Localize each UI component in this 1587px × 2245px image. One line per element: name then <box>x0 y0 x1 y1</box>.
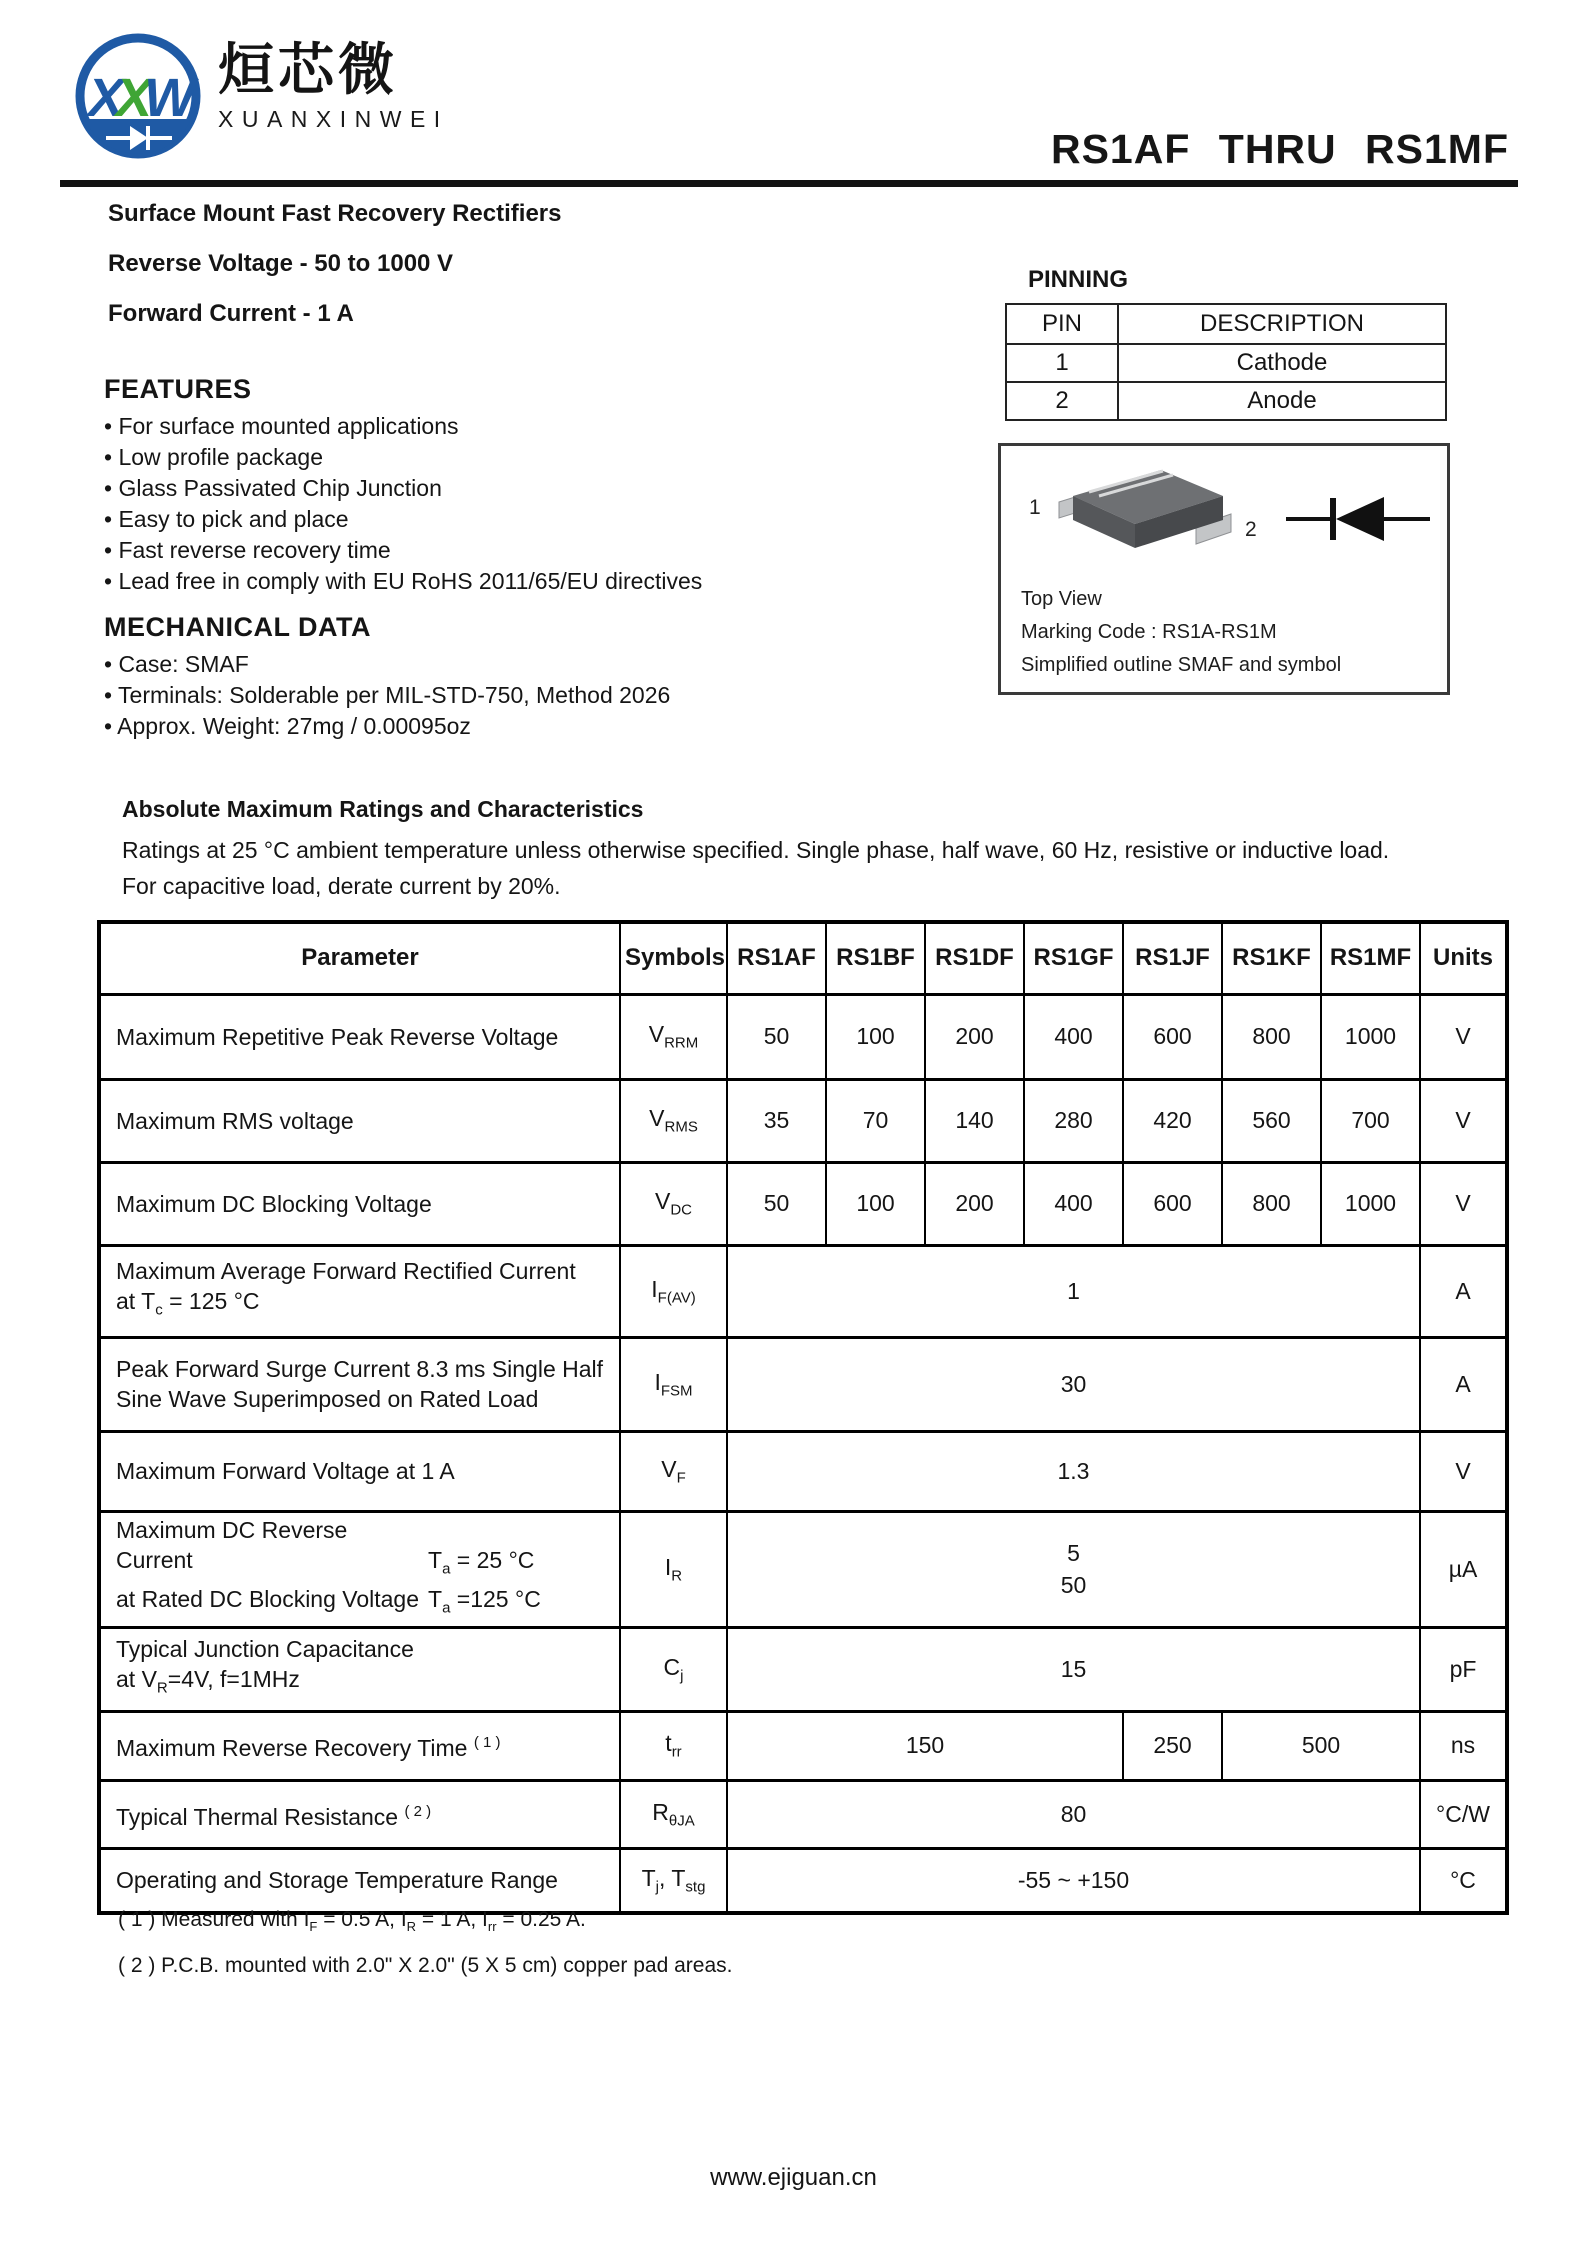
pin2-label: 2 <box>1245 518 1257 541</box>
footnotes <box>118 1908 733 1998</box>
unit-cell: ns <box>1420 1711 1507 1780</box>
value-cell: 150 <box>727 1711 1123 1780</box>
value-cell: 700 <box>1321 1079 1420 1162</box>
feature-item: • Lead free in comply with EU RoHS 2011/65/EU directives <box>104 568 703 594</box>
unit-cell: V <box>1420 1431 1507 1511</box>
value-cell: 560 <box>1222 1079 1321 1162</box>
ratings-conditions-line2: For capacitive load, derate current by 20%. <box>122 873 561 899</box>
mechanical-list <box>104 649 670 742</box>
table-row <box>1006 344 1446 382</box>
symbol-cell: $I_R$ <box>620 1511 727 1627</box>
col-header-device: RS1DF <box>925 922 1024 994</box>
symbol-cell: $R_{\theta JA}$ <box>620 1780 727 1848</box>
pin-number: 2 <box>1006 382 1118 420</box>
outline-caption: Simplified outline SMAF and symbol <box>1021 654 1342 676</box>
symbol-cell: $V_{RRM}$ <box>620 994 727 1079</box>
col-header-device: RS1MF <box>1321 922 1420 994</box>
table-row-trr <box>99 1711 1507 1780</box>
pin-description: Anode <box>1118 382 1446 420</box>
package-outline-box <box>998 443 1450 695</box>
value-cell: 140 <box>925 1079 1024 1162</box>
intro-block <box>108 200 561 350</box>
symbol-cell: $C_j$ <box>620 1627 727 1711</box>
col-header-device: RS1GF <box>1024 922 1123 994</box>
reverse-voltage-line: Reverse Voltage - 50 to 1000 V <box>108 250 454 277</box>
value-cell: 200 <box>925 994 1024 1079</box>
col-header-device: RS1AF <box>727 922 826 994</box>
value-cell: 80 <box>727 1780 1420 1848</box>
param-cell: Maximum Average Forward Rectified Current at $T_c = 125$ °C <box>99 1245 620 1337</box>
unit-cell: V <box>1420 1162 1507 1245</box>
marking-code-caption: Marking Code : RS1A-RS1M <box>1021 621 1277 643</box>
symbol-cell: $I_{F(AV)}$ <box>620 1245 727 1337</box>
value-cell: -55 ~ +150 <box>727 1848 1420 1913</box>
footnote-1: ( 1 ) Measured with $I_F = 0.5$ A, $I_R = 1$ A, $I_{rr} = 0.25$ A. <box>118 1908 586 1935</box>
mechanical-section <box>104 612 670 742</box>
symbol-cell: $T_j$, $T_{stg}$ <box>620 1848 727 1913</box>
diode-symbol-icon <box>1284 494 1434 544</box>
value-cell: 1000 <box>1321 1162 1420 1245</box>
symbol-cell: $V_F$ <box>620 1431 727 1511</box>
param-cell: Typical Junction Capacitance at $V_R=4V$, f=1MHz <box>99 1627 620 1711</box>
unit-cell: A <box>1420 1337 1507 1431</box>
mechanical-item: • Terminals: Solderable per MIL-STD-750, Method 2026 <box>104 682 671 708</box>
param-cell: Maximum RMS voltage <box>99 1079 620 1162</box>
mechanical-heading: MECHANICAL DATA <box>104 612 371 642</box>
unit-cell: µA <box>1420 1511 1507 1627</box>
unit-cell: V <box>1420 994 1507 1079</box>
value-cell: 400 <box>1024 994 1123 1079</box>
table-row-cj <box>99 1627 1507 1711</box>
unit-cell: °C <box>1420 1848 1507 1913</box>
mechanical-item: • Case: SMAF <box>104 651 249 677</box>
value-cell: 15 <box>727 1627 1420 1711</box>
value-cell: 280 <box>1024 1079 1123 1162</box>
pinning-table <box>1005 303 1447 421</box>
col-header-device: RS1JF <box>1123 922 1222 994</box>
unit-cell: A <box>1420 1245 1507 1337</box>
param-cell: Maximum DC Blocking Voltage <box>99 1162 620 1245</box>
value-cell: 1.3 <box>727 1431 1420 1511</box>
logo-text <box>218 28 449 133</box>
table-row-tj-tstg <box>99 1848 1507 1913</box>
pin-col-header: PIN <box>1006 304 1118 344</box>
value-cell: 500 <box>1222 1711 1420 1780</box>
value-cell: 50 <box>727 994 826 1079</box>
table-row-ifav <box>99 1245 1507 1337</box>
value-cell: 1000 <box>1321 994 1420 1079</box>
table-row-rthja <box>99 1780 1507 1848</box>
logo-romanized-name: XUANXINWEI <box>218 106 449 132</box>
table-row-ir <box>99 1511 1507 1627</box>
param-cell: Typical Thermal Resistance $^{( 2 )}$ <box>99 1780 620 1848</box>
features-heading: FEATURES <box>104 374 252 404</box>
value-cell: 30 <box>727 1337 1420 1431</box>
value-cell: 5 50 <box>727 1511 1420 1627</box>
value-cell: 50 <box>727 1162 826 1245</box>
symbol-cell: $t_{rr}$ <box>620 1711 727 1780</box>
value-cell: 400 <box>1024 1162 1123 1245</box>
pin1-label: 1 <box>1029 496 1041 519</box>
top-view-caption: Top View <box>1021 588 1102 610</box>
feature-item: • Fast reverse recovery time <box>104 537 391 563</box>
footer <box>0 2164 1587 2192</box>
value-cell: 200 <box>925 1162 1024 1245</box>
value-cell: 420 <box>1123 1079 1222 1162</box>
value-cell: 800 <box>1222 1162 1321 1245</box>
param-cell: Peak Forward Surge Current 8.3 ms Single Half Sine Wave Superimposed on Rated Load <box>99 1337 620 1431</box>
symbol-cell: $I_{FSM}$ <box>620 1337 727 1431</box>
website-link[interactable]: www.ejiguan.cn <box>710 2164 877 2191</box>
unit-cell: pF <box>1420 1627 1507 1711</box>
product-line: Surface Mount Fast Recovery Rectifiers <box>108 200 562 227</box>
table-row-ifsm <box>99 1337 1507 1431</box>
logo-mark-icon <box>72 28 208 168</box>
col-header-device: RS1KF <box>1222 922 1321 994</box>
ratings-heading: Absolute Maximum Ratings and Characteristics <box>122 796 644 822</box>
value-cell: 35 <box>727 1079 826 1162</box>
unit-cell: V <box>1420 1079 1507 1162</box>
param-cell: Operating and Storage Temperature Range <box>99 1848 620 1913</box>
value-cell: 600 <box>1123 1162 1222 1245</box>
value-cell: 100 <box>826 994 925 1079</box>
logo-chinese-name: 烜芯微 <box>218 38 398 101</box>
param-cell: Maximum Repetitive Peak Reverse Voltage <box>99 994 620 1079</box>
unit-cell: °C/W <box>1420 1780 1507 1848</box>
col-header-units: Units <box>1420 922 1507 994</box>
value-cell: 1 <box>727 1245 1420 1337</box>
value-cell: 70 <box>826 1079 925 1162</box>
param-cell: Maximum DC Reverse Current $T_a = 25$ °C at Rated DC Blocking Voltage $T_a =125$ °C <box>99 1511 620 1627</box>
page-title: RS1AF THRU RS1MF <box>1050 126 1509 172</box>
table-row-vf <box>99 1431 1507 1511</box>
smaf-package-icon <box>1011 456 1281 581</box>
feature-item: • Low profile package <box>104 444 324 470</box>
param-cell: Maximum Reverse Recovery Time $^{( 1 )}$ <box>99 1711 620 1780</box>
table-row-vrms <box>99 1079 1507 1162</box>
pin-description: Cathode <box>1118 344 1446 382</box>
param-cell: Maximum Forward Voltage at 1 A <box>99 1431 620 1511</box>
feature-item: • Easy to pick and place <box>104 506 349 532</box>
feature-item: • For surface mounted applications <box>104 413 459 439</box>
feature-item: • Glass Passivated Chip Junction <box>104 475 442 501</box>
features-list <box>104 411 702 597</box>
features-section <box>104 374 702 597</box>
value-cell: 250 <box>1123 1711 1222 1780</box>
ratings-conditions-line1: Ratings at 25 °C ambient temperature unless otherwise specified. Single phase, half wave, 60 Hz, resistive or inductive load. <box>122 837 1390 863</box>
table-row-vdc <box>99 1162 1507 1245</box>
header-divider <box>60 180 1518 187</box>
col-header-symbols: Symbols <box>620 922 727 994</box>
pinning-heading: PINNING <box>1028 266 1129 293</box>
footnote-2: ( 2 ) P.C.B. mounted with 2.0" X 2.0" (5 X 5 cm) copper pad areas. <box>118 1954 733 1978</box>
symbol-cell: $V_{DC}$ <box>620 1162 727 1245</box>
forward-current-line: Forward Current - 1 A <box>108 300 354 327</box>
value-cell: 100 <box>826 1162 925 1245</box>
company-logo <box>72 28 449 168</box>
value-cell: 800 <box>1222 994 1321 1079</box>
description-col-header: DESCRIPTION <box>1118 304 1446 344</box>
table-header-row <box>99 922 1507 994</box>
mechanical-item: • Approx. Weight: 27mg / 0.00095oz <box>104 713 471 739</box>
symbol-cell: $V_{RMS}$ <box>620 1079 727 1162</box>
col-header-device: RS1BF <box>826 922 925 994</box>
col-header-parameter: Parameter <box>99 922 620 994</box>
table-row <box>1006 382 1446 420</box>
table-row-vrrm <box>99 994 1507 1079</box>
svg-text:XXW: XXW <box>88 68 188 128</box>
ratings-table <box>97 920 1509 1915</box>
pin-number: 1 <box>1006 344 1118 382</box>
ratings-conditions <box>122 832 1502 904</box>
value-cell: 600 <box>1123 994 1222 1079</box>
